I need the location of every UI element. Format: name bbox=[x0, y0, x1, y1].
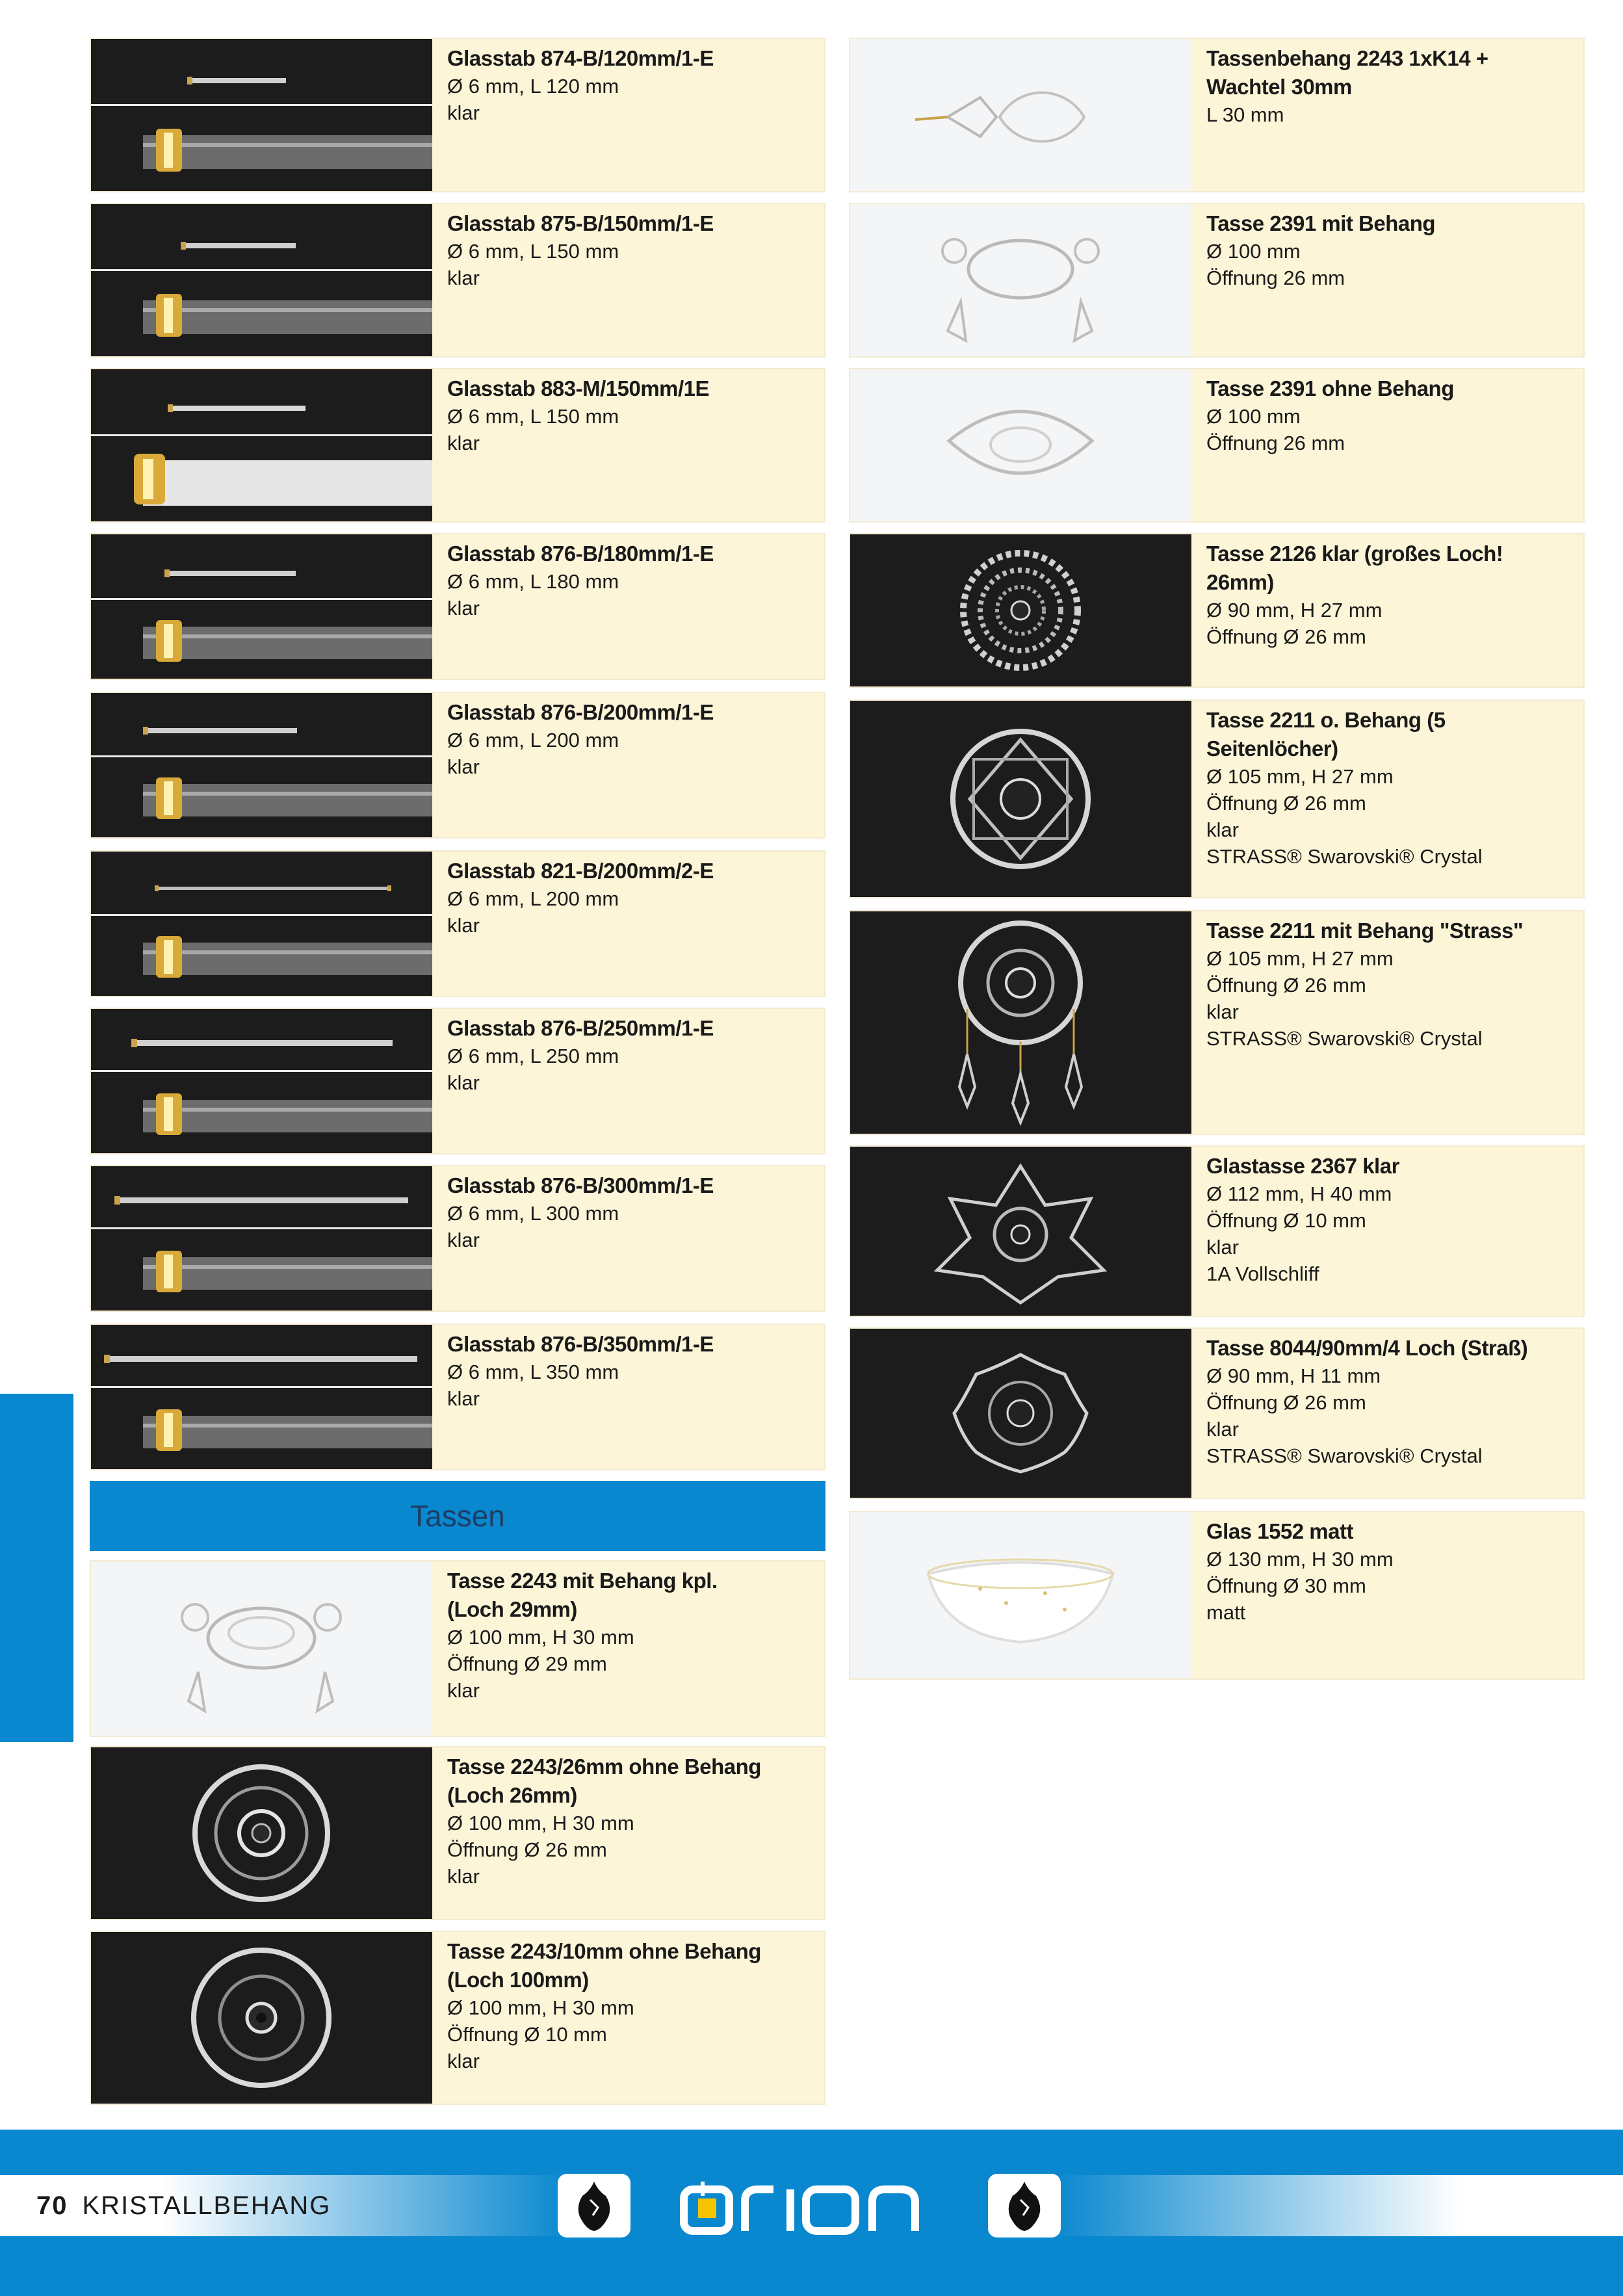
product-dimensions: Ø 6 mm, L 150 mm bbox=[447, 240, 619, 263]
product-card bbox=[849, 699, 1585, 898]
glass-rod-matt-image bbox=[91, 369, 432, 521]
product-card bbox=[849, 1511, 1585, 1680]
product-dimensions: Ø 6 mm, L 250 mm bbox=[447, 1045, 619, 1067]
product-dimensions: Ø 6 mm, L 200 mm bbox=[447, 887, 619, 910]
product-image-cup bbox=[850, 911, 1191, 1134]
glass-rod-image bbox=[91, 1166, 432, 1311]
product-dimensions: Ø 6 mm, L 200 mm bbox=[447, 729, 619, 751]
product-card bbox=[90, 1931, 825, 2105]
product-finish: klar bbox=[447, 101, 480, 124]
product-card bbox=[90, 850, 825, 997]
product-finish: klar bbox=[447, 914, 480, 937]
footer-band-top bbox=[0, 2130, 1623, 2175]
product-dimensions: Ø 6 mm, L 300 mm bbox=[447, 1202, 619, 1225]
crystal-pendant-image bbox=[850, 39, 1191, 191]
product-opening: Öffnung Ø 26 mm bbox=[1206, 974, 1366, 997]
product-image-cup bbox=[850, 701, 1191, 897]
product-opening: Öffnung 26 mm bbox=[1206, 267, 1345, 289]
product-dimensions: Ø 6 mm, L 180 mm bbox=[447, 570, 619, 593]
product-image-cup bbox=[91, 1747, 432, 1919]
product-finish: klar bbox=[447, 755, 480, 778]
product-dimensions: Ø 105 mm, H 27 mm bbox=[1206, 947, 1394, 970]
product-title: Glasstab 874-B/120mm/1-E bbox=[447, 46, 714, 70]
product-card bbox=[90, 203, 825, 358]
product-card bbox=[849, 368, 1585, 523]
product-title-cont: (Loch 100mm) bbox=[447, 1968, 589, 1992]
product-title: Tasse 2243 mit Behang kpl. bbox=[447, 1569, 718, 1593]
glass-rod-image bbox=[91, 693, 432, 837]
product-title: Tassenbehang 2243 1xK14 + bbox=[1206, 46, 1488, 70]
product-opening: Öffnung Ø 29 mm bbox=[447, 1652, 607, 1675]
section-name: KRISTALLBEHANG bbox=[82, 2191, 331, 2220]
product-card bbox=[90, 1008, 825, 1155]
product-title: Tasse 2391 mit Behang bbox=[1206, 211, 1436, 235]
product-material: STRASS® Swarovski® Crystal bbox=[1206, 1444, 1483, 1467]
product-card bbox=[849, 1145, 1585, 1317]
product-title: Glasstab 876-B/350mm/1-E bbox=[447, 1332, 714, 1356]
product-dimensions: Ø 100 mm, H 30 mm bbox=[447, 1626, 634, 1649]
matt-bowl-image bbox=[850, 1512, 1191, 1678]
flower-cup-image bbox=[850, 1329, 1191, 1498]
glass-rod-image bbox=[91, 1325, 432, 1469]
crystal-drop-icon bbox=[988, 2174, 1061, 2237]
product-card bbox=[90, 692, 825, 839]
page-number: 70 bbox=[36, 2191, 68, 2220]
product-dimensions: Ø 112 mm, H 40 mm bbox=[1206, 1182, 1392, 1205]
cup-with-pendants-image bbox=[91, 1561, 432, 1736]
product-card bbox=[90, 368, 825, 523]
product-card bbox=[90, 533, 825, 680]
glass-cup-image bbox=[91, 1747, 432, 1919]
product-image-glass-rod bbox=[91, 39, 432, 191]
product-card bbox=[90, 1324, 825, 1470]
product-finish: klar bbox=[1206, 1236, 1239, 1259]
product-image-glass-rod bbox=[91, 1009, 432, 1153]
product-opening: Öffnung 26 mm bbox=[1206, 432, 1345, 454]
product-card bbox=[90, 38, 825, 192]
product-dimensions: Ø 105 mm, H 27 mm bbox=[1206, 765, 1394, 788]
product-finish: klar bbox=[447, 1229, 480, 1251]
product-finish: klar bbox=[447, 1679, 480, 1702]
product-image-cup bbox=[850, 204, 1191, 356]
product-title-cont: 26mm) bbox=[1206, 570, 1274, 594]
product-card bbox=[90, 1165, 825, 1312]
product-title: Glasstab 821-B/200mm/2-E bbox=[447, 859, 714, 883]
product-finish: klar bbox=[447, 1387, 480, 1410]
product-dimensions: Ø 100 mm bbox=[1206, 240, 1301, 263]
product-dimensions: Ø 100 mm, H 30 mm bbox=[447, 1996, 634, 2019]
product-image-cup bbox=[850, 1329, 1191, 1498]
product-finish: klar bbox=[1206, 1000, 1239, 1023]
product-opening: Öffnung Ø 30 mm bbox=[1206, 1574, 1366, 1597]
product-title: Glasstab 876-B/180mm/1-E bbox=[447, 541, 714, 566]
product-title-cont: Wachtel 30mm bbox=[1206, 75, 1352, 99]
product-opening: Öffnung Ø 26 mm bbox=[1206, 625, 1366, 648]
product-material: STRASS® Swarovski® Crystal bbox=[1206, 845, 1483, 868]
product-image-bowl bbox=[850, 1512, 1191, 1678]
cup-with-pendants-image bbox=[850, 204, 1191, 356]
product-title: Tasse 2243/10mm ohne Behang bbox=[447, 1939, 761, 1963]
glass-rod-image bbox=[91, 204, 432, 356]
product-dimensions: L 30 mm bbox=[1206, 103, 1284, 126]
product-card bbox=[849, 1327, 1585, 1499]
product-title: Glastasse 2367 klar bbox=[1206, 1154, 1399, 1178]
beaded-cup-image bbox=[850, 534, 1191, 686]
product-image-cup bbox=[850, 1147, 1191, 1316]
product-dimensions: Ø 6 mm, L 120 mm bbox=[447, 75, 619, 98]
product-image-glass-rod bbox=[91, 693, 432, 837]
product-image-glass-rod bbox=[91, 534, 432, 679]
orion-logo bbox=[676, 2170, 949, 2241]
product-title: Glas 1552 matt bbox=[1206, 1519, 1353, 1543]
product-title-cont: Seitenlöcher) bbox=[1206, 737, 1338, 761]
glass-cup-image bbox=[850, 369, 1191, 521]
product-finish: klar bbox=[447, 1865, 480, 1888]
product-title: Glasstab 876-B/300mm/1-E bbox=[447, 1173, 714, 1197]
product-finish: klar bbox=[447, 2050, 480, 2072]
product-finish: klar bbox=[447, 432, 480, 454]
glass-rod-image bbox=[91, 39, 432, 191]
product-opening: Öffnung Ø 10 mm bbox=[1206, 1209, 1366, 1232]
section-heading-tassen: Tassen bbox=[90, 1481, 825, 1551]
product-finish: klar bbox=[1206, 818, 1239, 841]
product-image-glass-rod bbox=[91, 1166, 432, 1311]
product-dimensions: Ø 90 mm, H 27 mm bbox=[1206, 599, 1383, 621]
product-image-glass-rod bbox=[91, 204, 432, 356]
product-image-pendant bbox=[850, 39, 1191, 191]
glass-rod-image bbox=[91, 534, 432, 679]
product-title: Tasse 2243/26mm ohne Behang bbox=[447, 1755, 761, 1779]
product-title-cont: (Loch 29mm) bbox=[447, 1597, 577, 1621]
product-title: Glasstab 876-B/250mm/1-E bbox=[447, 1016, 714, 1040]
product-image-glass-rod bbox=[91, 369, 432, 521]
star-cup-image bbox=[850, 1147, 1191, 1316]
product-dimensions: Ø 130 mm, H 30 mm bbox=[1206, 1548, 1394, 1571]
product-opening: Öffnung Ø 10 mm bbox=[447, 2023, 607, 2046]
product-finish: klar bbox=[447, 267, 480, 289]
product-quality: 1A Vollschliff bbox=[1206, 1262, 1319, 1285]
glass-rod-thin-image bbox=[91, 852, 432, 996]
product-card bbox=[849, 203, 1585, 358]
glass-rod-image bbox=[91, 1009, 432, 1153]
product-title: Tasse 2211 mit Behang "Strass" bbox=[1206, 919, 1524, 943]
product-dimensions: Ø 100 mm bbox=[1206, 405, 1301, 428]
cup-with-drops-image bbox=[850, 911, 1191, 1134]
product-title: Glasstab 883-M/150mm/1E bbox=[447, 376, 710, 400]
product-opening: Öffnung Ø 26 mm bbox=[1206, 792, 1366, 815]
product-finish: matt bbox=[1206, 1601, 1246, 1624]
product-opening: Öffnung Ø 26 mm bbox=[447, 1838, 607, 1861]
product-finish: klar bbox=[1206, 1418, 1239, 1441]
product-finish: klar bbox=[447, 1071, 480, 1094]
product-title: Tasse 8044/90mm/4 Loch (Straß) bbox=[1206, 1336, 1528, 1360]
product-image-glass-rod bbox=[91, 1325, 432, 1469]
product-card bbox=[849, 533, 1585, 688]
product-title-cont: (Loch 26mm) bbox=[447, 1783, 577, 1807]
product-image-cup bbox=[91, 1932, 432, 2104]
product-card bbox=[849, 38, 1585, 192]
product-opening: Öffnung Ø 26 mm bbox=[1206, 1391, 1366, 1414]
product-image-cup bbox=[850, 369, 1191, 521]
crystal-drop-icon bbox=[558, 2174, 630, 2237]
product-title: Glasstab 875-B/150mm/1-E bbox=[447, 211, 714, 235]
product-image-cup bbox=[91, 1561, 432, 1736]
product-card bbox=[90, 1560, 825, 1737]
product-title: Tasse 2391 ohne Behang bbox=[1206, 376, 1454, 400]
side-section-tab bbox=[0, 1394, 73, 1742]
product-title: Tasse 2211 o. Behang (5 bbox=[1206, 708, 1446, 732]
product-image-glass-rod bbox=[91, 852, 432, 996]
product-image-cup bbox=[850, 534, 1191, 686]
product-card bbox=[90, 1746, 825, 1920]
product-card bbox=[849, 910, 1585, 1135]
footer-band-bottom bbox=[0, 2236, 1623, 2296]
product-material: STRASS® Swarovski® Crystal bbox=[1206, 1027, 1483, 1050]
product-finish: klar bbox=[447, 597, 480, 620]
product-title: Glasstab 876-B/200mm/1-E bbox=[447, 700, 714, 724]
product-dimensions: Ø 100 mm, H 30 mm bbox=[447, 1812, 634, 1834]
product-title: Tasse 2126 klar (großes Loch! bbox=[1206, 541, 1503, 566]
product-dimensions: Ø 6 mm, L 350 mm bbox=[447, 1361, 619, 1383]
glass-cup-image bbox=[91, 1932, 432, 2104]
product-dimensions: Ø 6 mm, L 150 mm bbox=[447, 405, 619, 428]
footer-label bbox=[36, 2175, 331, 2236]
product-dimensions: Ø 90 mm, H 11 mm bbox=[1206, 1364, 1381, 1387]
cut-glass-cup-image bbox=[850, 701, 1191, 897]
